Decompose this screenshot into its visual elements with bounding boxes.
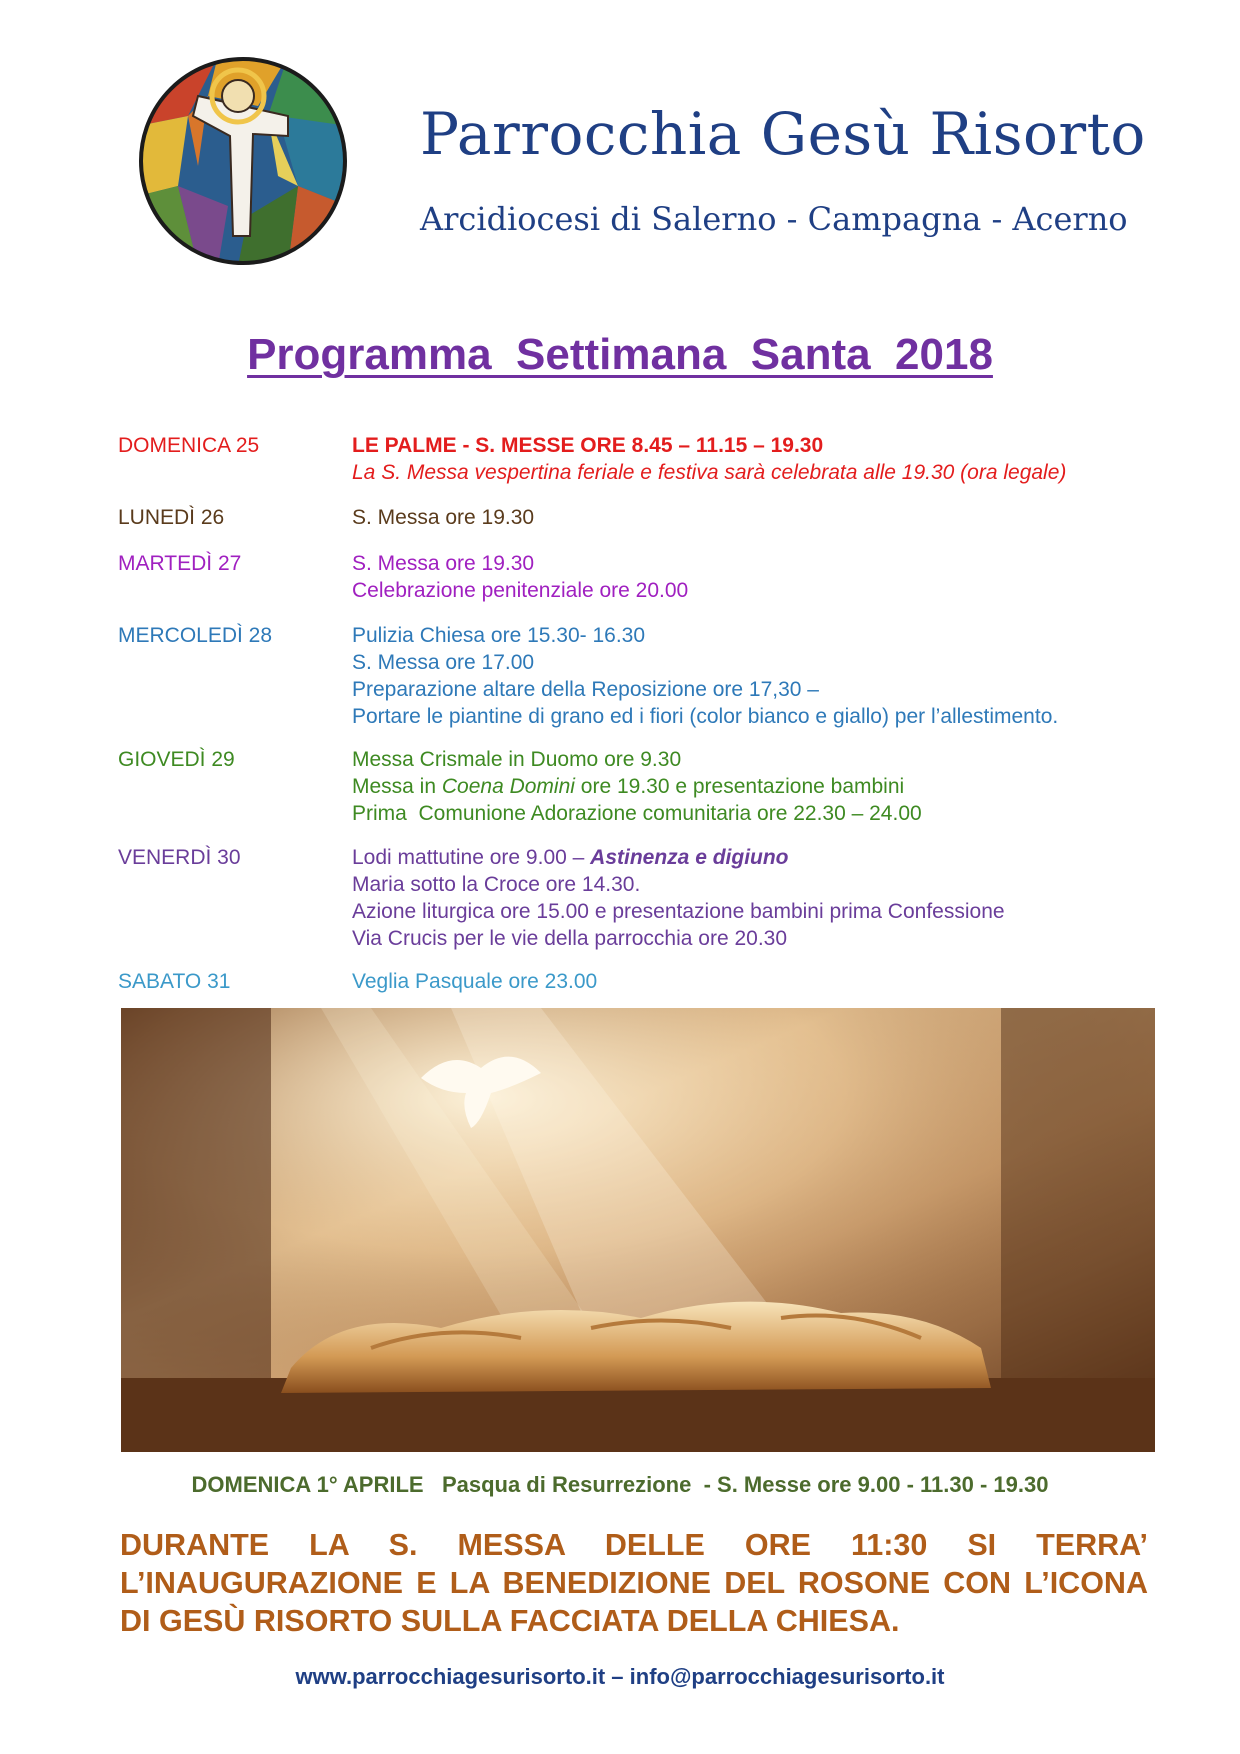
schedule-line [352, 844, 1005, 871]
schedule-line: Pulizia Chiesa ore 15.30- 16.30 [352, 624, 646, 647]
schedule-line: Celebrazione penitenziale ore 20.00 [352, 579, 689, 602]
schedule-line: Maria sotto la Croce ore 14.30. [352, 873, 641, 896]
parish-name: Parrocchia Gesù Risorto [420, 100, 1146, 168]
schedule-day-venerdi: VENERDÌ 30 [118, 846, 241, 869]
schedule-day-martedi: MARTEDÌ 27 [118, 552, 242, 575]
empty-tomb-image [121, 1008, 1155, 1452]
parish-logo-icon [138, 56, 348, 266]
easter-name: Pasqua di Resurrezione [441, 1472, 692, 1497]
schedule-day-domenica: DOMENICA 25 [118, 434, 260, 457]
astinenza-text: Astinenza e digiuno [590, 846, 789, 869]
coena-domini-text: Coena Domini [441, 775, 575, 798]
schedule-line-part: ore 19.30 e presentazione bambini [574, 775, 905, 798]
diocese-subtitle: Arcidiocesi di Salerno - Campagna - Acerno [420, 200, 1128, 238]
schedule-line: Veglia Pasquale ore 23.00 [352, 970, 598, 993]
schedule-line: La S. Messa vespertina feriale e festiva sarà celebrata alle 19.30 (ora legale) [352, 461, 1067, 484]
easter-masses: - S. Messe ore 9.00 - 11.30 - 19.30 [703, 1472, 1049, 1497]
schedule-entry-lunedi [352, 504, 534, 531]
schedule-entry-giovedi [352, 746, 922, 827]
footer-separator: – [605, 1664, 630, 1689]
footer-contacts [0, 1664, 1240, 1690]
schedule-line: S. Messa ore 19.30 [352, 506, 535, 529]
easter-date: DOMENICA 1° APRILE [191, 1472, 424, 1497]
email-link[interactable]: info@parrocchiagesurisorto.it [629, 1664, 945, 1689]
schedule-line: Preparazione altare della Reposizione ore 17,30 – [352, 678, 819, 701]
schedule-line: S. Messa ore 19.30 [352, 552, 535, 575]
program-title [0, 330, 1240, 380]
schedule-day-lunedi: LUNEDÌ 26 [118, 506, 225, 529]
schedule-entry-martedi [352, 550, 688, 604]
announcement-text: DURANTE LA S. MESSA DELLE ORE 11:30 SI TERRA’ L’INAUGURAZIONE E LA BENEDIZIONE DEL ROSONE CON L’ICONA DI GESÙ RISORTO SULLA FACCIATA DELLA CHIESA. [120, 1528, 1148, 1638]
schedule-entry-domenica [352, 432, 1066, 486]
schedule-line: Portare le piantine di grano ed i fiori (color bianco e giallo) per l’allestimento. [352, 705, 1059, 728]
schedule-line: Via Crucis per le vie della parrocchia ore 20.30 [352, 927, 788, 950]
easter-sunday-line [0, 1472, 1240, 1498]
schedule-entry-mercoledi [352, 622, 1058, 730]
schedule-line: LE PALME - S. MESSE ORE 8.45 – 11.15 – 19.30 [352, 434, 824, 457]
schedule-line: S. Messa ore 17.00 [352, 651, 535, 674]
schedule-line-part: Messa in [352, 775, 442, 798]
schedule-day-mercoledi: MERCOLEDÌ 28 [118, 624, 273, 647]
schedule-entry-venerdi [352, 844, 1005, 952]
program-title-text: Programma Settimana Santa 2018 [247, 330, 993, 379]
schedule-line: Prima Comunione Adorazione comunitaria ore 22.30 – 24.00 [352, 802, 922, 825]
schedule-line-part: Lodi mattutine ore 9.00 – [352, 846, 591, 869]
schedule-day-sabato: SABATO 31 [118, 970, 231, 993]
schedule-entry-sabato [352, 968, 597, 995]
website-link[interactable]: www.parrocchiagesurisorto.it [295, 1664, 606, 1689]
schedule-line [352, 773, 922, 800]
schedule-line: Messa Crismale in Duomo ore 9.30 [352, 748, 682, 771]
schedule-day-giovedi: GIOVEDÌ 29 [118, 748, 235, 771]
schedule-line: Azione liturgica ore 15.00 e presentazione bambini prima Confessione [352, 900, 1005, 923]
